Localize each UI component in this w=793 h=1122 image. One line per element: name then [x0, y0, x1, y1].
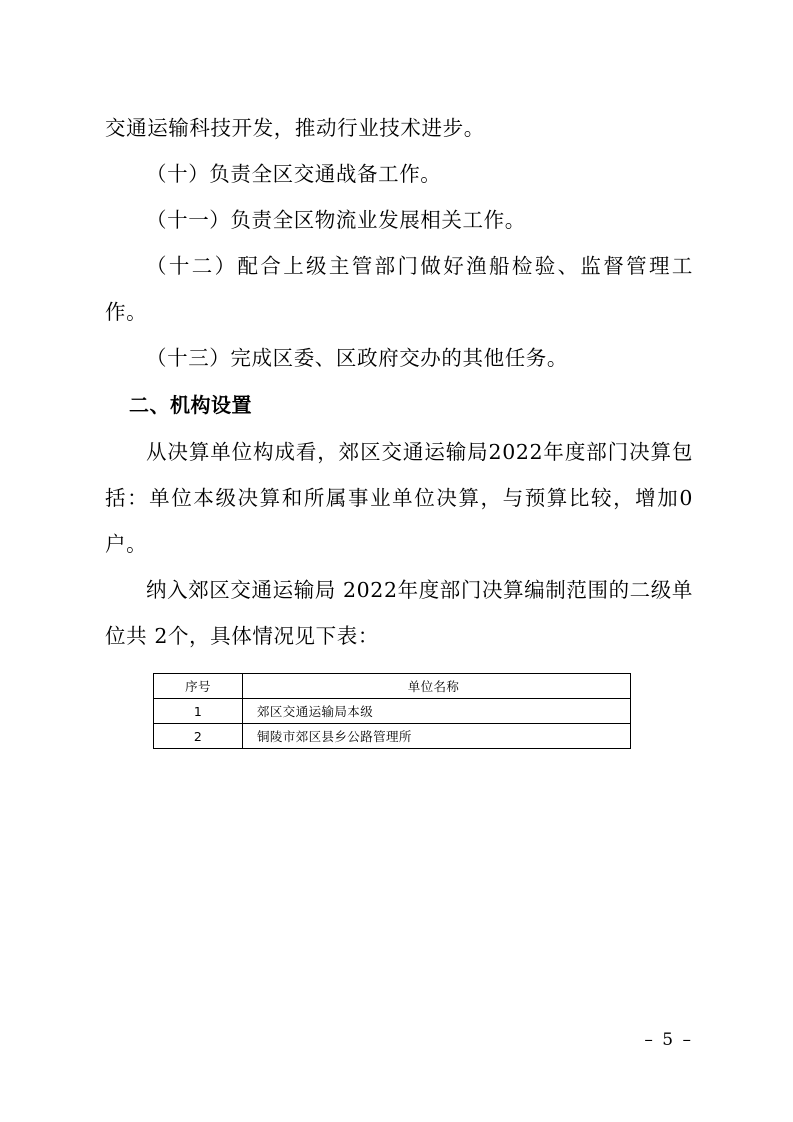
table-cell-no: 1 [154, 699, 243, 724]
paragraph-item-11: （十一）负责全区物流业发展相关工作。 [146, 208, 526, 232]
paragraph-continuation: 交通运输科技开发，推动行业技术进步。 [105, 116, 485, 140]
paragraph-budget-composition: 从决算单位构成看，郊区交通运输局2022年度部门决算包括：单位本级决算和所属事业单位决算，与预算比较，增加0户。 [105, 440, 693, 556]
paragraph-item-10: （十）负责全区交通战备工作。 [146, 162, 442, 186]
table-cell-unit-name: 铜陵市郊区县乡公路管理所 [243, 724, 631, 749]
page-number: – 5 – [644, 1030, 693, 1050]
table-row [154, 699, 631, 724]
table-cell-unit-name: 郊区交通运输局本级 [243, 699, 631, 724]
table-header-unit-name: 单位名称 [243, 674, 631, 699]
section-heading-institution-setup: 二、机构设置 [129, 393, 252, 417]
secondary-units-table [153, 673, 631, 749]
table-header-row [154, 674, 631, 699]
table-cell-no: 2 [154, 724, 243, 749]
table-header-no: 序号 [154, 674, 243, 699]
paragraph-secondary-units: 纳入郊区交通运输局 2022年度部门决算编制范围的二级单位共 2个，具体情况见下表： [105, 578, 693, 648]
paragraph-item-13: （十三）完成区委、区政府交办的其他任务。 [146, 346, 568, 370]
document-body [105, 105, 693, 659]
table-row [154, 724, 631, 749]
paragraph-item-12: （十二）配合上级主管部门做好渔船检验、监督管理工作。 [105, 254, 693, 324]
